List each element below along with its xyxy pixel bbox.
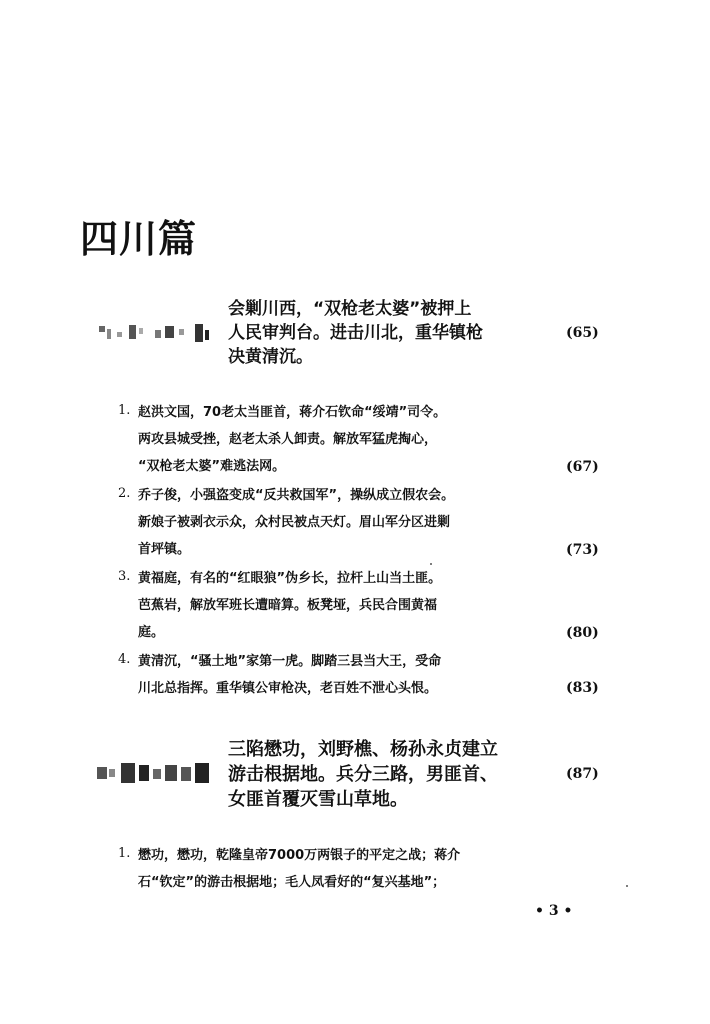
item-line: 川北总指挥。重华镇公审枪决，老百姓不泄心头恨。 [138, 681, 438, 696]
item-number: 3. [118, 569, 131, 584]
chapter-heading-line: 决黄清沉。 [228, 347, 313, 367]
item-line: “双枪老太婆”难逃法网。 [138, 459, 286, 474]
page-number: • 3 • [535, 903, 573, 919]
scan-speck [430, 563, 432, 565]
item-page-ref: (83) [566, 680, 599, 696]
item-line: 两攻县城受挫，赵老太杀人卸责。解放军猛虎掏心， [138, 432, 438, 447]
item-line: 乔子俊，小强盗变成“反共救国军”，操纵成立假农会。 [138, 488, 455, 503]
chapter-heading-line: 女匪首覆灭雪山草地。 [228, 789, 408, 810]
chapter-heading-line: 人民审判台。进击川北，重华镇枪 [228, 323, 483, 343]
section-title: 四川篇 [80, 217, 198, 261]
item-line: 石“钦定”的游击根据地；毛人凤看好的“复兴基地”； [138, 875, 446, 890]
item-line: 庭。 [138, 625, 165, 640]
chapter-heading-line: 游击根据地。兵分三路，男匪首、 [228, 764, 498, 785]
chapter-banner-image [95, 759, 215, 787]
item-page-ref: (73) [566, 542, 599, 558]
item-line: 赵洪文国，70老太当匪首，蒋介石钦命“绥靖”司令。 [138, 405, 447, 420]
item-line: 芭蕉岩，解放军班长遭暗算。板凳垭，兵民合围黄福 [138, 598, 438, 613]
chapter-page-ref: (65) [566, 325, 599, 341]
scan-speck [626, 885, 628, 887]
item-number: 1. [118, 403, 131, 418]
item-page-ref: (80) [566, 625, 599, 641]
chapter-heading [228, 294, 498, 366]
chapter-heading [228, 735, 498, 810]
item-number: 4. [118, 652, 131, 667]
item-line: 新娘子被剥衣示众，众村民被点天灯。眉山军分区进剿 [138, 515, 451, 530]
chapter-heading-line: 会剿川西，“双枪老太婆”被押上 [228, 299, 472, 319]
item-number: 1. [118, 846, 131, 861]
chapter-banner-image [95, 320, 215, 348]
chapter-heading-line: 三陷懋功，刘野樵、杨孙永贞建立 [228, 739, 498, 760]
item-line: 懋功，懋功，乾隆皇帝7000万两银子的平定之战；蒋介 [138, 848, 461, 863]
item-line: 黄福庭，有名的“红眼狼”伪乡长，拉杆上山当土匪。 [138, 571, 442, 586]
item-line: 黄清沉，“骚土地”家第一虎。脚踏三县当大王，受命 [138, 654, 442, 669]
item-line: 首坪镇。 [138, 542, 191, 557]
chapter-page-ref: (87) [566, 766, 599, 782]
item-number: 2. [118, 486, 131, 501]
item-page-ref: (67) [566, 459, 599, 475]
